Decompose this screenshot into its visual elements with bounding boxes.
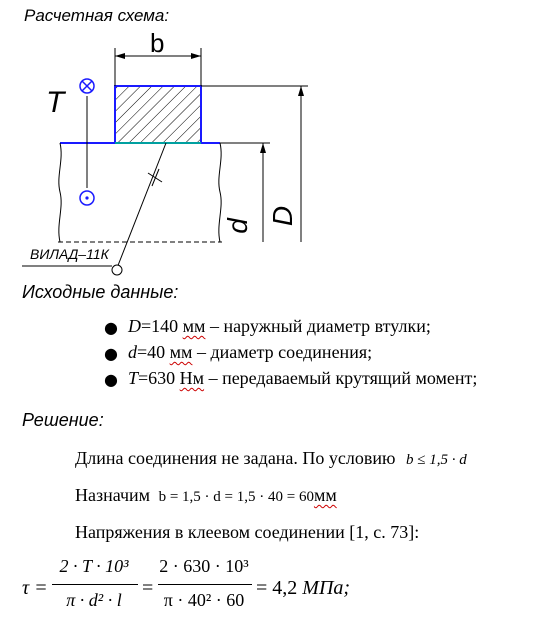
bullet-icon: ●	[104, 344, 118, 363]
input-unit: мм	[182, 316, 206, 336]
solution-line-3: Напряжения в клеевом соединении [1, с. 73]:	[75, 522, 420, 542]
formula-denominator-1: π · d² · l	[66, 590, 122, 610]
input-heading: Исходные данные:	[22, 282, 179, 302]
fraction-bar-2	[158, 584, 252, 585]
formula-denominator-2: π · 40² · 60	[163, 590, 245, 610]
break-line-left	[59, 143, 61, 242]
input-value: =140	[141, 316, 179, 336]
input-unit: мм	[169, 342, 193, 362]
bullet-icon: ●	[104, 370, 118, 389]
formula-equals: =	[142, 577, 154, 599]
solution-formula: b = 1,5 · d = 1,5 · 40 = 60	[158, 489, 314, 505]
solution-unit: мм	[313, 485, 337, 505]
input-value: =630	[138, 368, 176, 388]
solution-text: Длина соединения не задана. По условию	[75, 448, 396, 468]
material-label: ВИЛАД–11К	[30, 246, 109, 262]
input-symbol: D	[128, 316, 141, 336]
leader-line	[117, 143, 166, 268]
input-description: – наружный диаметр втулки;	[209, 316, 431, 336]
formula-result-value: = 4,2	[256, 577, 298, 599]
scheme-heading: Расчетная схема:	[24, 6, 170, 25]
label-D: D	[267, 205, 299, 227]
solution-text: Назначим	[75, 485, 151, 505]
bullet-icon: ●	[104, 318, 118, 337]
solution-heading: Решение:	[22, 410, 104, 430]
input-unit: Нм	[179, 368, 205, 388]
formula-lhs: τ =	[22, 577, 48, 599]
fraction-bar-1	[52, 584, 138, 585]
label-T: T	[46, 86, 65, 119]
input-description: – диаметр соединения;	[196, 342, 373, 362]
input-symbol: T	[128, 368, 139, 388]
sleeve-section	[115, 86, 201, 143]
solution-line-1	[75, 448, 467, 469]
leader-circle	[112, 265, 122, 275]
formula-numerator-2: 2 · 630 · 10³	[159, 556, 249, 576]
solution-formula: b ≤ 1,5 · d	[405, 452, 467, 468]
label-d: d	[221, 218, 253, 234]
formula-unit: МПа;	[302, 577, 351, 599]
formula-numerator-1: 2 · T · 10³	[59, 556, 129, 576]
input-symbol: d	[128, 342, 137, 362]
input-description: – передаваемый крутящий момент;	[208, 368, 478, 388]
label-b: b	[150, 28, 165, 58]
input-value: =40	[137, 342, 166, 362]
formula-result	[256, 577, 350, 600]
solution-line-2	[75, 485, 337, 506]
